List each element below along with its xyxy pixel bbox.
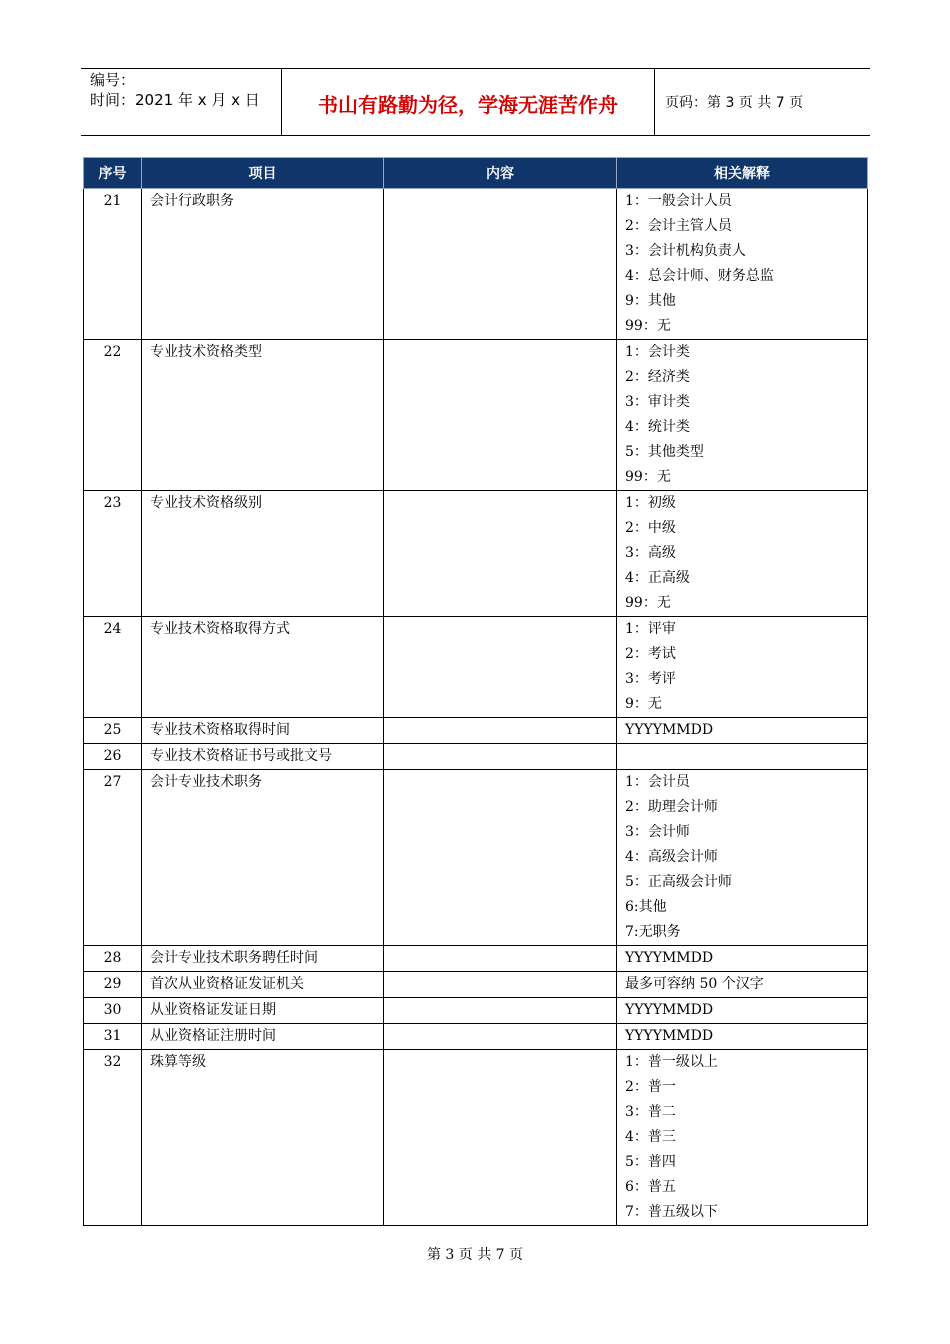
explanation-line: 3：考评 [625, 671, 676, 687]
explanation-line: 7：普五级以下 [625, 1204, 718, 1220]
table-row [84, 946, 868, 972]
table-row [84, 718, 868, 744]
row-item: 首次从业资格证发证机关 [142, 972, 384, 998]
explanation-line: 5：其他类型 [625, 444, 704, 460]
table-row [84, 340, 868, 491]
explanation-line: 1：普一级以上 [625, 1054, 718, 1070]
row-content [384, 491, 617, 617]
row-number: 27 [84, 770, 142, 946]
document-number-label: 编号： [90, 71, 136, 89]
row-explanation [617, 946, 868, 972]
explanation-line: 4：正高级 [625, 570, 690, 586]
row-content [384, 189, 617, 340]
row-explanation [617, 744, 868, 770]
table-body [84, 189, 868, 1226]
column-header-item: 项目 [142, 158, 384, 189]
explanation-line: 3：会计师 [625, 824, 690, 840]
table-row [84, 998, 868, 1024]
explanation-line: YYYYMMDD [625, 1028, 714, 1044]
explanation-line: 3：普二 [625, 1104, 676, 1120]
row-content [384, 617, 617, 718]
explanation-line: YYYYMMDD [625, 950, 714, 966]
table-row [84, 744, 868, 770]
table-header-row [84, 158, 868, 189]
explanation-line: 4：总会计师、财务总监 [625, 268, 774, 284]
row-explanation [617, 340, 868, 491]
row-number: 22 [84, 340, 142, 491]
explanation-line: 6：普五 [625, 1179, 676, 1195]
row-item: 从业资格证发证日期 [142, 998, 384, 1024]
explanation-line: 5：普四 [625, 1154, 676, 1170]
row-explanation [617, 617, 868, 718]
row-number: 32 [84, 1050, 142, 1226]
row-number: 25 [84, 718, 142, 744]
explanation-line: YYYYMMDD [625, 1002, 714, 1018]
explanation-line: YYYYMMDD [625, 722, 714, 738]
table-row [84, 972, 868, 998]
explanation-line: 2：助理会计师 [625, 799, 718, 815]
document-header [81, 68, 870, 136]
row-number: 28 [84, 946, 142, 972]
row-number: 30 [84, 998, 142, 1024]
table-row [84, 770, 868, 946]
explanation-line: 7:无职务 [625, 924, 681, 940]
row-explanation [617, 718, 868, 744]
explanation-line: 1：一般会计人员 [625, 193, 732, 209]
row-content [384, 718, 617, 744]
explanation-line: 4：高级会计师 [625, 849, 718, 865]
explanation-line: 3：会计机构负责人 [625, 243, 746, 259]
column-header-number: 序号 [84, 158, 142, 189]
explanation-line: 2：考试 [625, 646, 676, 662]
explanation-line: 2：中级 [625, 520, 676, 536]
row-explanation [617, 189, 868, 340]
row-number: 24 [84, 617, 142, 718]
row-number: 21 [84, 189, 142, 340]
header-meta-cell [81, 69, 282, 135]
explanation-line [625, 744, 859, 769]
row-item: 专业技术资格取得方式 [142, 617, 384, 718]
page-footer: 第 3 页 共 7 页 [426, 1247, 524, 1263]
explanation-line: 99：无 [625, 469, 671, 485]
header-motto: 书山有路勤为径，学海无涯苦作舟 [318, 93, 618, 117]
row-item: 会计专业技术职务聘任时间 [142, 946, 384, 972]
explanation-line: 1：会计员 [625, 774, 690, 790]
row-item: 专业技术资格级别 [142, 491, 384, 617]
row-explanation [617, 1050, 868, 1226]
explanation-line: 9：无 [625, 696, 662, 712]
row-item: 从业资格证注册时间 [142, 1024, 384, 1050]
document-time-label: 时间：2021 年 x 月 x 日 [90, 91, 260, 109]
row-content [384, 744, 617, 770]
row-content [384, 770, 617, 946]
explanation-line: 1：初级 [625, 495, 676, 511]
row-item: 会计行政职务 [142, 189, 384, 340]
row-item: 专业技术资格取得时间 [142, 718, 384, 744]
explanation-line: 4：普三 [625, 1129, 676, 1145]
explanation-line: 9：其他 [625, 293, 676, 309]
table-row [84, 189, 868, 340]
explanation-line: 5：正高级会计师 [625, 874, 732, 890]
row-explanation [617, 972, 868, 998]
column-header-explanation: 相关解释 [617, 158, 868, 189]
explanation-line: 1：会计类 [625, 344, 690, 360]
row-number: 26 [84, 744, 142, 770]
row-content [384, 998, 617, 1024]
row-number: 31 [84, 1024, 142, 1050]
row-content [384, 946, 617, 972]
row-item: 专业技术资格证书号或批文号 [142, 744, 384, 770]
table-row [84, 1024, 868, 1050]
row-content [384, 1050, 617, 1226]
explanation-line: 6:其他 [625, 899, 667, 915]
header-page-number: 页码：第 3 页 共 7 页 [665, 95, 804, 111]
row-number: 29 [84, 972, 142, 998]
explanation-line: 1：评审 [625, 621, 676, 637]
field-definition-table [83, 157, 868, 1226]
row-number: 23 [84, 491, 142, 617]
column-header-content: 内容 [384, 158, 617, 189]
row-explanation [617, 770, 868, 946]
explanation-line: 2：会计主管人员 [625, 218, 732, 234]
row-explanation [617, 491, 868, 617]
explanation-line: 99：无 [625, 318, 671, 334]
explanation-line: 2：经济类 [625, 369, 690, 385]
table-row [84, 491, 868, 617]
row-content [384, 340, 617, 491]
table-row [84, 1050, 868, 1226]
row-content [384, 972, 617, 998]
explanation-line: 3：高级 [625, 545, 676, 561]
explanation-line: 99：无 [625, 595, 671, 611]
explanation-line: 3：审计类 [625, 394, 690, 410]
explanation-line: 最多可容纳 50 个汉字 [625, 976, 764, 992]
header-page-cell [655, 69, 870, 135]
row-content [384, 1024, 617, 1050]
row-explanation [617, 998, 868, 1024]
row-item: 会计专业技术职务 [142, 770, 384, 946]
table-row [84, 617, 868, 718]
row-explanation [617, 1024, 868, 1050]
row-item: 珠算等级 [142, 1050, 384, 1226]
header-motto-cell [282, 69, 655, 135]
explanation-line: 4：统计类 [625, 419, 690, 435]
row-item: 专业技术资格类型 [142, 340, 384, 491]
explanation-line: 2：普一 [625, 1079, 676, 1095]
